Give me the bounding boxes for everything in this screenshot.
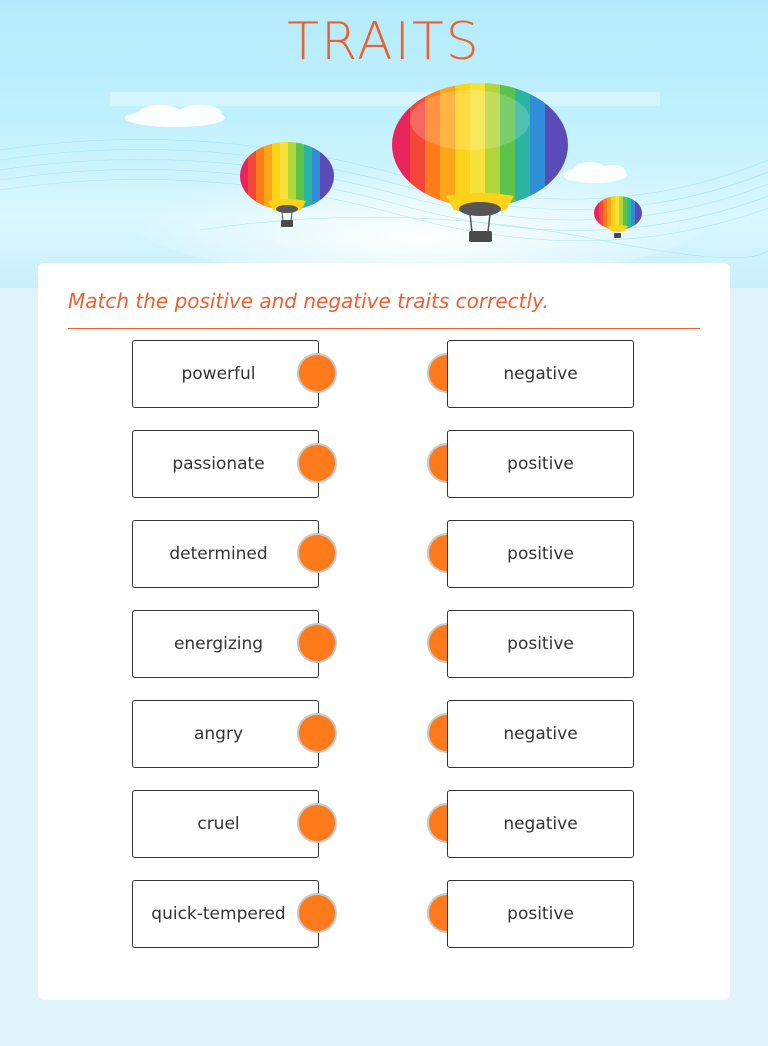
left-item-label: angry bbox=[193, 724, 244, 744]
left-item-angry[interactable] bbox=[132, 700, 319, 768]
right-item-label: negative bbox=[503, 814, 578, 834]
right-item-6[interactable] bbox=[447, 790, 634, 858]
left-connector-dot[interactable] bbox=[297, 533, 337, 573]
right-item-7[interactable] bbox=[447, 880, 634, 948]
header-banner bbox=[0, 0, 768, 288]
left-item-passionate[interactable] bbox=[132, 430, 319, 498]
left-item-label: quick-tempered bbox=[151, 904, 286, 924]
left-connector-dot[interactable] bbox=[297, 623, 337, 663]
right-item-label: positive bbox=[507, 634, 574, 654]
left-item-label: energizing bbox=[173, 634, 264, 654]
left-item-determined[interactable] bbox=[132, 520, 319, 588]
worksheet-card bbox=[38, 263, 730, 1000]
right-item-4[interactable] bbox=[447, 610, 634, 678]
left-item-label: powerful bbox=[181, 364, 256, 384]
left-connector-dot[interactable] bbox=[297, 353, 337, 393]
right-item-label: negative bbox=[503, 364, 578, 384]
right-item-label: positive bbox=[507, 454, 574, 474]
left-connector-dot[interactable] bbox=[297, 803, 337, 843]
left-item-quick-tempered[interactable] bbox=[132, 880, 319, 948]
left-item-label: determined bbox=[169, 544, 268, 564]
right-item-label: positive bbox=[507, 544, 574, 564]
left-connector-dot[interactable] bbox=[297, 443, 337, 483]
page-title: TRAITS bbox=[287, 12, 481, 72]
left-item-label: cruel bbox=[197, 814, 240, 834]
instruction-text: Match the positive and negative traits correctly. bbox=[68, 289, 549, 313]
right-item-5[interactable] bbox=[447, 700, 634, 768]
right-item-2[interactable] bbox=[447, 430, 634, 498]
divider bbox=[68, 328, 700, 329]
left-item-cruel[interactable] bbox=[132, 790, 319, 858]
left-item-label: passionate bbox=[172, 454, 265, 474]
left-connector-dot[interactable] bbox=[297, 893, 337, 933]
left-item-powerful[interactable] bbox=[132, 340, 319, 408]
right-item-label: positive bbox=[507, 904, 574, 924]
left-item-energizing[interactable] bbox=[132, 610, 319, 678]
right-item-label: negative bbox=[503, 724, 578, 744]
left-connector-dot[interactable] bbox=[297, 713, 337, 753]
right-item-1[interactable] bbox=[447, 340, 634, 408]
right-item-3[interactable] bbox=[447, 520, 634, 588]
